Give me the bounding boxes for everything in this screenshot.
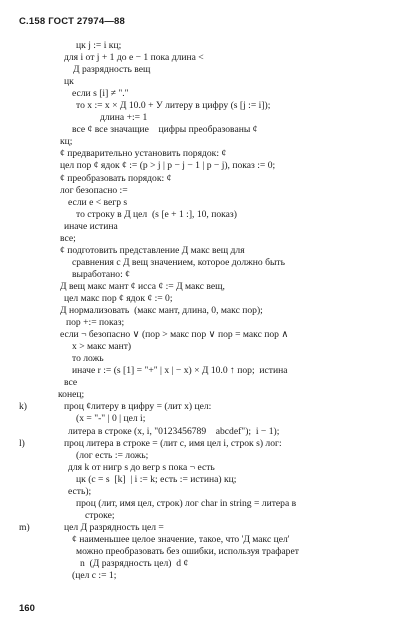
code-line xyxy=(0,281,419,293)
code-line xyxy=(0,76,419,88)
code-text: Д нормализовать (макс мант, длина, 0, макс пор); xyxy=(60,305,263,317)
code-line xyxy=(0,173,419,185)
code-text: можно преобразовать без ошибки, используя трафарет xyxy=(76,545,299,557)
code-line xyxy=(0,305,419,317)
code-text: цел пор ¢ ядок ¢ := (p > j | p − j − 1 | p − j), показ := 0; xyxy=(60,160,276,172)
code-line xyxy=(0,353,419,365)
code-line xyxy=(0,317,419,329)
code-line xyxy=(0,52,419,64)
code-text: пор +:= показ; xyxy=(66,317,125,329)
code-line xyxy=(0,474,419,486)
code-text: (цел c := 1; xyxy=(72,570,117,582)
code-text: ¢ преобразовать порядок: ¢ xyxy=(60,172,172,184)
code-text: лог безопасно := xyxy=(60,184,128,196)
item-label: l) xyxy=(19,437,25,449)
code-line xyxy=(0,293,419,305)
code-text: если ¬ безопасно ∨ (пор > макс пор ∨ пор = макс пор ∧ xyxy=(60,329,289,341)
code-text: цк j := i кц; xyxy=(76,40,122,51)
code-text: если s [i] ≠ "." xyxy=(72,88,129,100)
code-text: ¢ предварительно установить порядок: ¢ xyxy=(60,148,227,160)
code-line xyxy=(0,438,419,450)
code-text: x > макс мант) xyxy=(72,341,132,353)
code-line xyxy=(0,185,419,197)
code-line xyxy=(0,257,419,269)
code-text: то строку в Д цел (s [e + 1 :], 10, показ) xyxy=(76,208,237,220)
code-line xyxy=(0,124,419,136)
code-text: ¢ подготовить представление Д макс вещ для xyxy=(60,244,245,256)
code-text: Д разрядность вещ xyxy=(73,64,151,76)
code-text: литера в строке (x, i, "0123456789 abcdef"); i − 1); xyxy=(68,425,280,437)
code-line xyxy=(0,450,419,462)
code-line xyxy=(0,40,419,52)
code-text: иначе r := (s [1] = "+" | x | − x) × Д 10.0 ↑ пор; истина xyxy=(72,365,288,377)
code-text: то x := x × Д 10.0 + У литеру в цифру (s [j := i]); xyxy=(76,100,271,112)
code-text: проц литера в строке = (лит c, имя цел i, строк s) лог: xyxy=(64,437,282,449)
code-line xyxy=(0,546,419,558)
code-line xyxy=(0,245,419,257)
code-line xyxy=(0,534,419,546)
code-text: цк (c = s [k] | i := k; есть := истина) кц; xyxy=(76,473,237,485)
code-text: Д вещ макс мант ¢ исса ¢ := Д макс вещ, xyxy=(60,280,225,292)
code-line xyxy=(0,486,419,498)
code-text: ¢ наименьшее целое значение, такое, что 'Д макс цел' xyxy=(72,533,290,545)
code-line xyxy=(0,389,419,401)
code-line xyxy=(0,136,419,148)
code-line xyxy=(0,221,419,233)
code-text: выработано: ¢ xyxy=(72,268,130,280)
code-text: цк xyxy=(64,76,74,88)
code-text: кц; xyxy=(60,136,73,148)
code-text: (лог есть := ложь; xyxy=(76,449,149,461)
code-text: цел макс пор ¢ ядок ¢ := 0; xyxy=(64,292,173,304)
code-line xyxy=(0,341,419,353)
code-text: если e < вегр s xyxy=(68,196,128,208)
code-text: то ложь xyxy=(72,353,104,365)
code-text: есть); xyxy=(68,485,92,497)
code-line xyxy=(0,209,419,221)
code-line xyxy=(0,112,419,124)
code-line xyxy=(0,426,419,438)
item-label: m) xyxy=(19,521,30,533)
code-text: проц ¢литеру в цифру = (лит x) цел: xyxy=(64,401,212,413)
code-line xyxy=(0,64,419,76)
code-text: все ¢ все значащие цифры преобразованы ¢ xyxy=(72,124,258,136)
code-line xyxy=(0,329,419,341)
code-text: сравнения с Д вещ значением, которое должно быть xyxy=(72,256,285,268)
code-text: n (Д разрядность цел) d ¢ xyxy=(80,558,189,570)
code-line xyxy=(0,233,419,245)
code-line xyxy=(0,558,419,570)
code-line xyxy=(0,522,419,534)
code-text: все; xyxy=(60,232,76,244)
page-header: С.158 ГОСТ 27974—88 xyxy=(19,16,125,27)
code-line xyxy=(0,413,419,425)
code-text: (x = "-" | 0 | цел i; xyxy=(76,413,146,425)
item-label: k) xyxy=(19,401,27,413)
code-text: иначе истина xyxy=(64,220,118,232)
code-line xyxy=(0,88,419,100)
code-line xyxy=(0,100,419,112)
code-line xyxy=(0,365,419,377)
code-text: цел Д разрядность цел = xyxy=(64,521,164,533)
code-line xyxy=(0,377,419,389)
code-line xyxy=(0,269,419,281)
code-line xyxy=(0,401,419,413)
code-listing xyxy=(0,40,419,582)
code-text: все xyxy=(64,377,78,389)
code-text: конец; xyxy=(58,389,85,401)
code-line xyxy=(0,462,419,474)
code-text: для k от нигр s до вегр s пока ¬ есть xyxy=(68,461,215,473)
code-line xyxy=(0,197,419,209)
code-line xyxy=(0,148,419,160)
code-text: длина +:= 1 xyxy=(100,112,148,124)
code-text: для i от j + 1 до e − 1 пока длина < xyxy=(64,52,204,64)
code-line xyxy=(0,498,419,510)
code-text: проц (лит, имя цел, строк) лог char in string = литера в xyxy=(76,497,297,509)
code-text: строке; xyxy=(85,509,115,521)
code-line xyxy=(0,510,419,522)
code-line xyxy=(0,160,419,172)
page-number: 160 xyxy=(19,603,35,614)
code-line xyxy=(0,570,419,582)
